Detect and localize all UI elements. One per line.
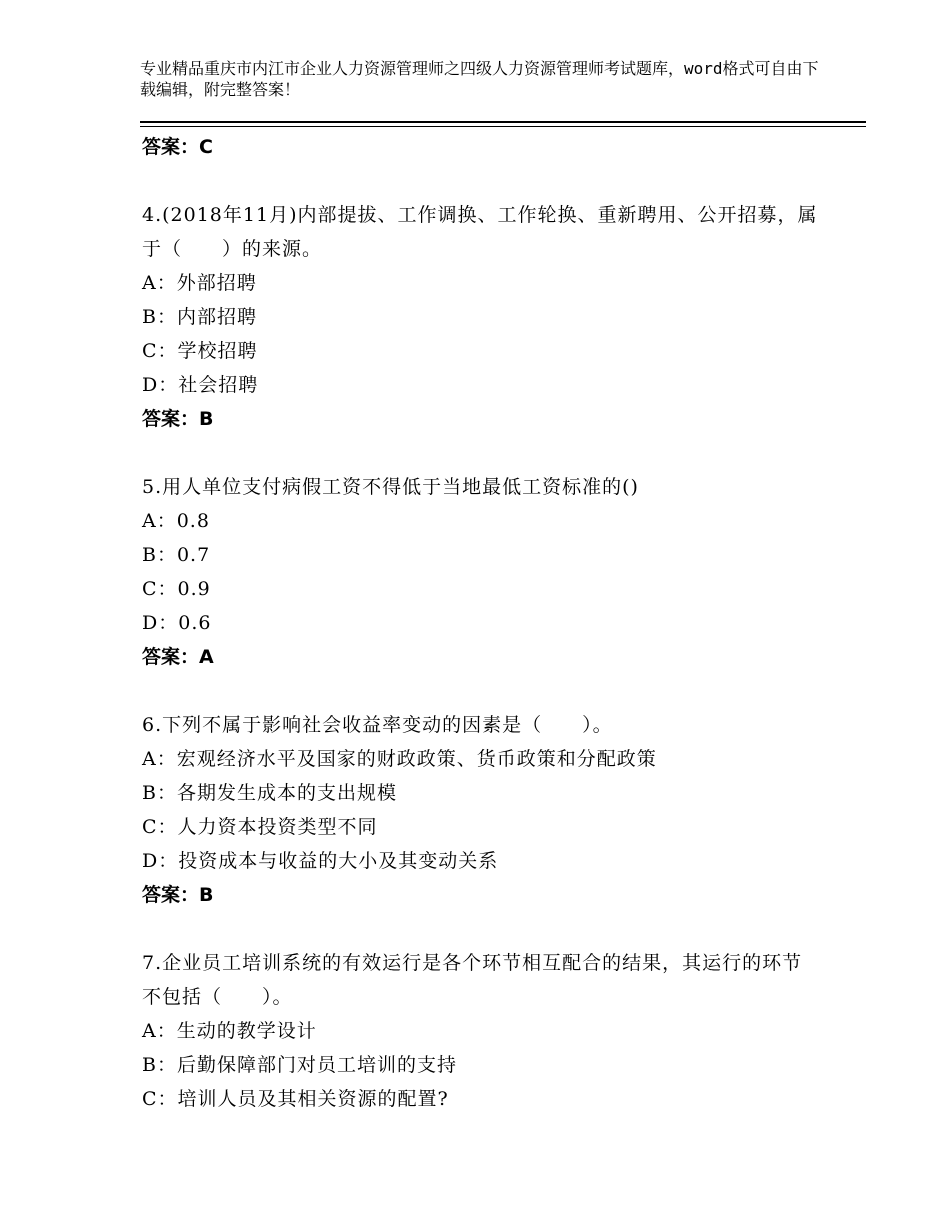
question-5 xyxy=(142,470,822,674)
question-6 xyxy=(142,708,822,912)
header-divider-thin xyxy=(140,126,866,127)
option-c: C：培训人员及其相关资源的配置? xyxy=(142,1088,449,1110)
option-c: C：人力资本投资类型不同 xyxy=(142,816,378,838)
question-list xyxy=(142,130,822,1116)
option-d: D：0.6 xyxy=(142,612,212,634)
option-d: D：投资成本与收益的大小及其变动关系 xyxy=(142,850,499,872)
option-a: A：生动的教学设计 xyxy=(142,1020,317,1042)
document-header: 专业精品重庆市内江市企业人力资源管理师之四级人力资源管理师考试题库，word格式可自由下载编辑，附完整答案！ xyxy=(140,59,819,99)
question-4 xyxy=(142,198,822,436)
answer-label: 答案：C xyxy=(142,136,213,158)
question-stem: 4.(2018年11月)内部提拔、工作调换、工作轮换、重新聘用、公开招募，属于（ ）的来源。 xyxy=(142,204,818,260)
question-stem: 5.用人单位支付病假工资不得低于当地最低工资标准的() xyxy=(142,476,639,498)
question-stem: 6.下列不属于影响社会收益率变动的因素是（ ）。 xyxy=(142,714,613,736)
question-stem: 7.企业员工培训系统的有效运行是各个环节相互配合的结果，其运行的环节不包括（ ）。 xyxy=(142,952,803,1008)
option-d: D：社会招聘 xyxy=(142,374,259,396)
option-a: A：外部招聘 xyxy=(142,272,257,294)
option-a: A：0.8 xyxy=(142,510,210,532)
option-c: C：0.9 xyxy=(142,578,211,600)
option-b: B：各期发生成本的支出规模 xyxy=(142,782,397,804)
option-a: A：宏观经济水平及国家的财政政策、货币政策和分配政策 xyxy=(142,748,657,770)
answer-label: 答案：B xyxy=(142,884,214,906)
header-divider-thick xyxy=(140,121,866,123)
option-b: B：0.7 xyxy=(142,544,211,566)
option-b: B：后勤保障部门对员工培训的支持 xyxy=(142,1054,457,1076)
question-7 xyxy=(142,946,822,1116)
answer-label: 答案：A xyxy=(142,646,214,668)
answer-label: 答案：B xyxy=(142,408,214,430)
option-c: C：学校招聘 xyxy=(142,340,258,362)
option-b: B：内部招聘 xyxy=(142,306,257,328)
